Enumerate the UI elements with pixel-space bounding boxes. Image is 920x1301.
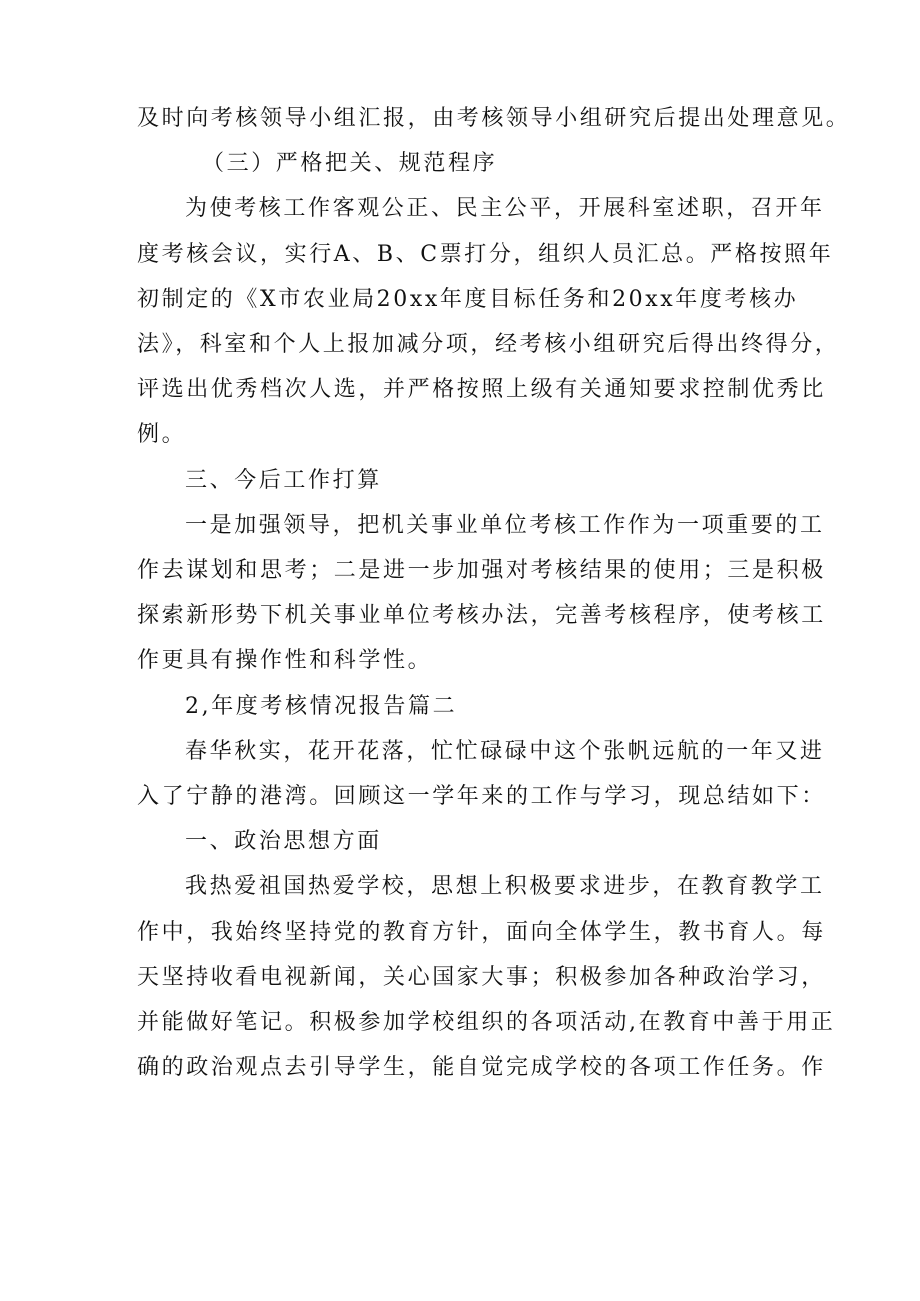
text-line: 一是加强领导，把机关事业单位考核工作作为一项重要的工: [185, 512, 825, 538]
section-heading: 一、政治思想方面: [185, 829, 382, 855]
document-body: [137, 96, 851, 1090]
text-line: 初制定的《X市农业局20xx年度目标任务和20xx年度考核办: [137, 286, 799, 312]
section-heading: 三、今后工作打算: [185, 467, 382, 493]
text-line: 及时向考核领导小组汇报，由考核领导小组研究后提出处理意见。: [137, 106, 851, 131]
text-line: 我热爱祖国热爱学校，思想上积极要求进步，在教育教学工: [185, 874, 825, 900]
text-line: 确的政治观点去引导学生，能自觉完成学校的各项工作任务。作: [137, 1055, 826, 1081]
text-line: 春华秋实，花开花落，忙忙碌碌中这个张帆远航的一年又进: [185, 738, 825, 764]
text-line: 天坚持收看电视新闻，关心国家大事；积极参加各种政治学习，: [137, 964, 826, 990]
text-line: 作中，我始终坚持党的教育方针，面向全体学生，教书育人。每: [137, 919, 826, 945]
text-line: 并能做好笔记。积极参加学校组织的各项活动,在教育中善于用正: [137, 1010, 836, 1036]
text-line: 评选出优秀档次人选，并严格按照上级有关通知要求控制优秀比: [137, 377, 826, 403]
text-line: 作去谋划和思考；二是进一步加强对考核结果的使用；三是积极: [137, 558, 826, 584]
section-heading: （三）严格把关、规范程序: [202, 151, 498, 177]
text-line: 入了宁静的港湾。回顾这一学年来的工作与学习，现总结如下：: [137, 784, 826, 810]
text-line: 度考核会议，实行A、B、C票打分，组织人员汇总。严格按照年: [137, 241, 834, 267]
text-line: 例。: [137, 422, 187, 448]
report-title: 2,年度考核情况报告篇二: [185, 693, 458, 719]
text-line: 探索新形势下机关事业单位考核办法，完善考核程序，使考核工: [137, 603, 826, 629]
text-line: 法》，科室和个人上报加减分项，经考核小组研究后得出终得分，: [137, 332, 840, 358]
text-line: 作更具有操作性和科学性。: [137, 648, 433, 674]
text-line: 为使考核工作客观公正、民主公平，开展科室述职，召开年: [185, 196, 825, 222]
